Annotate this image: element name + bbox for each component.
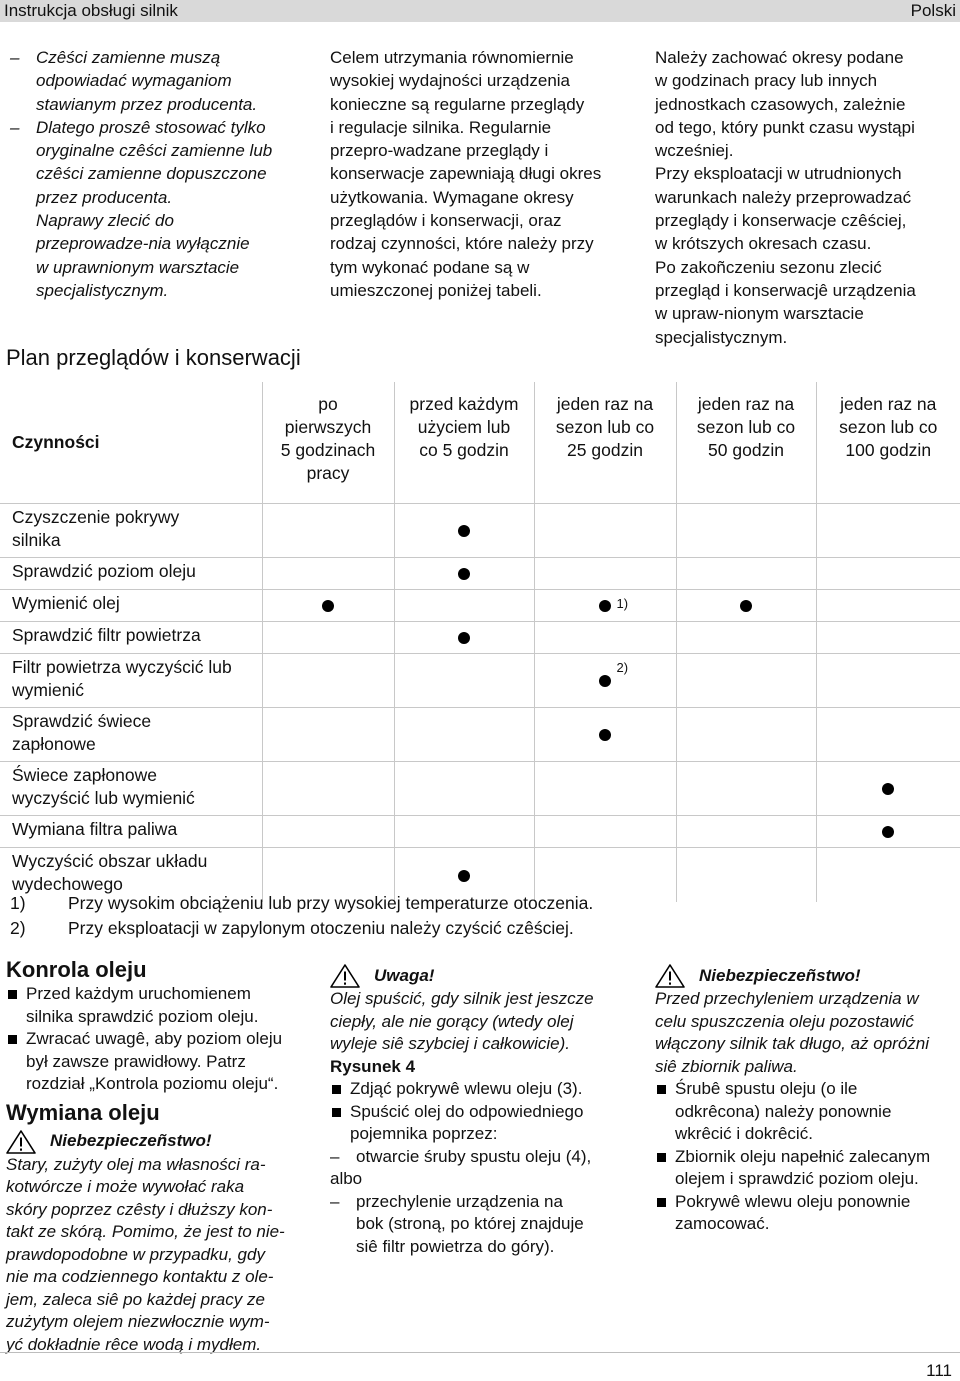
sub-item: – otwarcie śruby spustu oleju (4), bbox=[330, 1146, 592, 1166]
required-mark-icon bbox=[599, 729, 611, 741]
column-header: jeden raz na sezon lub co 100 godzin bbox=[839, 394, 938, 460]
table-header-row bbox=[0, 382, 960, 504]
footnote: 2) Przy eksploatacji w zapylonym otoczeniu należy czyścić czêściej. bbox=[10, 918, 574, 938]
intro-column-1 bbox=[10, 46, 310, 302]
danger-heading bbox=[655, 964, 955, 988]
required-mark-icon bbox=[599, 600, 611, 612]
intro-item: – Dlatego proszê stosować tylko oryginalne czêści zamienne lub czêści zamienne dopuszczone przez producenta. Naprawy zlecić do przeprowadze-nia wyłącznie w uprawnionym warsztacie specjalistycznym. bbox=[10, 117, 273, 300]
interval-cell bbox=[394, 590, 534, 622]
column-header: przed każdym użyciem lub co 5 godzin bbox=[394, 382, 534, 504]
intro-paragraph: Należy zachować okresy podane w godzinach pracy lub innych jednostkach czasowych, zależnie od tego, który punkt czasu wystąpi wcześniej. bbox=[655, 48, 915, 161]
table-row bbox=[0, 762, 960, 816]
caution-heading bbox=[330, 964, 642, 988]
interval-cell bbox=[816, 590, 960, 622]
interval-cell bbox=[676, 558, 816, 590]
task-cell: Wyczyścić obszar układu wydechowego bbox=[0, 848, 262, 902]
oil-check-title: Konrola oleju bbox=[6, 957, 147, 982]
interval-cell bbox=[676, 654, 816, 708]
interval-cell bbox=[262, 654, 394, 708]
table-row bbox=[0, 654, 960, 708]
list-item: Przed każdym uruchomienem silnika sprawdzić poziom oleju. bbox=[6, 983, 316, 1028]
table-row bbox=[0, 590, 960, 622]
column-header: jeden raz na sezon lub co 50 godzin bbox=[676, 382, 816, 504]
interval-cell bbox=[394, 654, 534, 708]
required-mark-icon bbox=[882, 783, 894, 795]
header-language: Polski bbox=[910, 1, 956, 20]
interval-cell bbox=[816, 848, 960, 902]
page-number: 111 bbox=[926, 1361, 952, 1380]
interval-cell bbox=[394, 708, 534, 762]
footnote-ref: 2) bbox=[616, 660, 629, 675]
task-cell: Wymienić olej bbox=[0, 590, 262, 622]
task-cell: Wymiana filtra paliwa bbox=[0, 816, 262, 848]
task-cell: Czyszczenie pokrywy silnika bbox=[0, 504, 262, 558]
interval-cell bbox=[816, 504, 960, 558]
interval-cell bbox=[676, 708, 816, 762]
interval-cell bbox=[816, 762, 960, 816]
maintenance-plan-title: Plan przeglądów i konserwacji bbox=[6, 345, 301, 370]
interval-cell bbox=[534, 654, 676, 708]
right-lower-column bbox=[655, 964, 955, 1236]
table-row bbox=[0, 622, 960, 654]
list-item: Pokrywê wlewu oleju ponownie zamocować. bbox=[655, 1191, 955, 1236]
interval-cell bbox=[262, 762, 394, 816]
intro-column-2: Celem utrzymania równomiernie wysokiej wydajności urządzenia konieczne są regularne przeglądy i regulacje silnika. Regularnie przepro-wadzane przeglądy i konserwacje zapewniają długi okres użytkowania. Wymagane okresy przeglądów i konserwacji, oraz rodzaj czynności, które należy przy tym wykonać podane są w umieszczonej poniżej tabeli. bbox=[330, 48, 602, 300]
warning-triangle-icon bbox=[6, 1130, 36, 1154]
danger-label: Niebezpieczeñstwo! bbox=[699, 965, 861, 985]
interval-cell bbox=[534, 558, 676, 590]
interval-cell bbox=[534, 590, 676, 622]
required-mark-icon bbox=[458, 568, 470, 580]
figure-reference: Rysunek 4 bbox=[330, 1056, 416, 1076]
table-row bbox=[0, 708, 960, 762]
interval-cell bbox=[816, 816, 960, 848]
intro-paragraph: Przy eksploatacji w utrudnionych warunkach należy przeprowadzać przeglądy i konserwacje czêściej, w krótszych okresach czasu. bbox=[655, 164, 912, 254]
list-item: Spuścić olej do odpowiedniego pojemnika poprzez: bbox=[330, 1101, 642, 1146]
required-mark-icon bbox=[458, 632, 470, 644]
header-title: Instrukcja obsługi silnik bbox=[4, 1, 178, 20]
interval-cell bbox=[816, 558, 960, 590]
interval-cell bbox=[262, 622, 394, 654]
task-cell: Świece zapłonowe wyczyścić lub wymienić bbox=[0, 762, 262, 816]
maintenance-table bbox=[0, 382, 960, 902]
left-lower-column bbox=[6, 957, 316, 1356]
or-text: albo bbox=[330, 1169, 363, 1188]
required-mark-icon bbox=[882, 826, 894, 838]
interval-cell bbox=[534, 762, 676, 816]
table-row bbox=[0, 816, 960, 848]
caution-label: Uwaga! bbox=[374, 965, 435, 985]
interval-cell bbox=[676, 504, 816, 558]
interval-cell bbox=[394, 622, 534, 654]
danger-label: Niebezpieczeñstwo! bbox=[50, 1131, 212, 1151]
footer-rule bbox=[0, 1352, 960, 1353]
list-item: Zdjąć pokrywê wlewu oleju (3). bbox=[330, 1078, 642, 1101]
required-mark-icon bbox=[740, 600, 752, 612]
footnote: 1) Przy wysokim obciążeniu lub przy wysokiej temperaturze otoczenia. bbox=[10, 893, 594, 913]
middle-lower-column bbox=[330, 964, 642, 1258]
interval-cell bbox=[534, 622, 676, 654]
interval-cell bbox=[262, 590, 394, 622]
table-row bbox=[0, 558, 960, 590]
interval-cell bbox=[676, 590, 816, 622]
footnote-ref: 1) bbox=[616, 596, 629, 611]
interval-cell bbox=[262, 504, 394, 558]
interval-cell bbox=[816, 622, 960, 654]
task-cell: Sprawdzić świece zapłonowe bbox=[0, 708, 262, 762]
interval-cell bbox=[816, 654, 960, 708]
task-cell: Sprawdzić poziom oleju bbox=[0, 558, 262, 590]
intro-column-3 bbox=[655, 46, 955, 349]
interval-cell bbox=[534, 816, 676, 848]
interval-cell bbox=[394, 816, 534, 848]
list-item: Zbiornik oleju napełnić zalecanym olejem i sprawdzić poziom oleju. bbox=[655, 1146, 955, 1191]
interval-cell bbox=[676, 762, 816, 816]
required-mark-icon bbox=[458, 870, 470, 882]
required-mark-icon bbox=[322, 600, 334, 612]
interval-cell bbox=[394, 762, 534, 816]
interval-cell bbox=[816, 708, 960, 762]
required-mark-icon bbox=[599, 675, 611, 687]
interval-cell bbox=[262, 708, 394, 762]
list-item: Zwracać uwagê, aby poziom oleju był zawsze prawidłowy. Patrz rozdział „Kontrola poziomu oleju“. bbox=[6, 1028, 316, 1096]
danger-text: Stary, zużyty olej ma własności ra- kotwórcze i może wywołać raka skóry poprzez czêsty i dłuższy kon- takt ze skórą. Pomimo, że jest to nie- prawdopodobne w przypadku, gdy nie ma codziennego kontaktu z ole- jem, zaleca siê po każdej pracy ze zużytym olejem niezwłocznie wym- yć dokładnie rêce wodą i mydłem. bbox=[6, 1154, 285, 1354]
oil-change-title: Wymiana oleju bbox=[6, 1099, 160, 1125]
interval-cell bbox=[534, 504, 676, 558]
column-header: Czynności bbox=[0, 382, 262, 504]
required-mark-icon bbox=[458, 525, 470, 537]
interval-cell bbox=[394, 558, 534, 590]
danger-heading bbox=[6, 1130, 316, 1154]
interval-cell bbox=[394, 504, 534, 558]
interval-cell bbox=[676, 816, 816, 848]
warning-triangle-icon bbox=[330, 964, 360, 988]
page-header bbox=[0, 0, 960, 22]
intro-paragraph: Po zakoñczeniu sezonu zlecić przegląd i konserwacjê urządzenia w upraw-nionym warsztacie specjalistycznym. bbox=[655, 257, 916, 347]
warning-triangle-icon bbox=[655, 964, 685, 988]
intro-item: – Czêści zamienne muszą odpowiadać wymaganiom stawianym przez producenta. bbox=[10, 48, 258, 114]
task-cell: Filtr powietrza wyczyścić lub wymienić bbox=[0, 654, 262, 708]
table-row bbox=[0, 504, 960, 558]
interval-cell bbox=[262, 816, 394, 848]
interval-cell bbox=[676, 848, 816, 902]
list-item: Śrubê spustu oleju (o ile odkrêcona) należy ponownie wkrêcić i dokrêcić. bbox=[655, 1078, 955, 1146]
sub-item: – przechylenie urządzenia na bok (stroną, po której znajduje siê filtr powietrza do góry). bbox=[330, 1191, 584, 1256]
column-header: po pierwszych 5 godzinach pracy bbox=[262, 382, 394, 504]
interval-cell bbox=[676, 622, 816, 654]
caution-text: Olej spuścić, gdy silnik jest jeszcze ciepły, ale nie gorący (wtedy olej wyleje siê szybciej i całkowicie). bbox=[330, 989, 594, 1053]
task-cell: Sprawdzić filtr powietrza bbox=[0, 622, 262, 654]
column-header: jeden raz na sezon lub co 25 godzin bbox=[534, 382, 676, 504]
interval-cell bbox=[262, 558, 394, 590]
danger-text: Przed przechyleniem urządzenia w celu spuszczenia oleju pozostawić włączony silnik tak długo, aż opróżni siê zbiornik paliwa. bbox=[655, 989, 930, 1076]
interval-cell bbox=[534, 708, 676, 762]
